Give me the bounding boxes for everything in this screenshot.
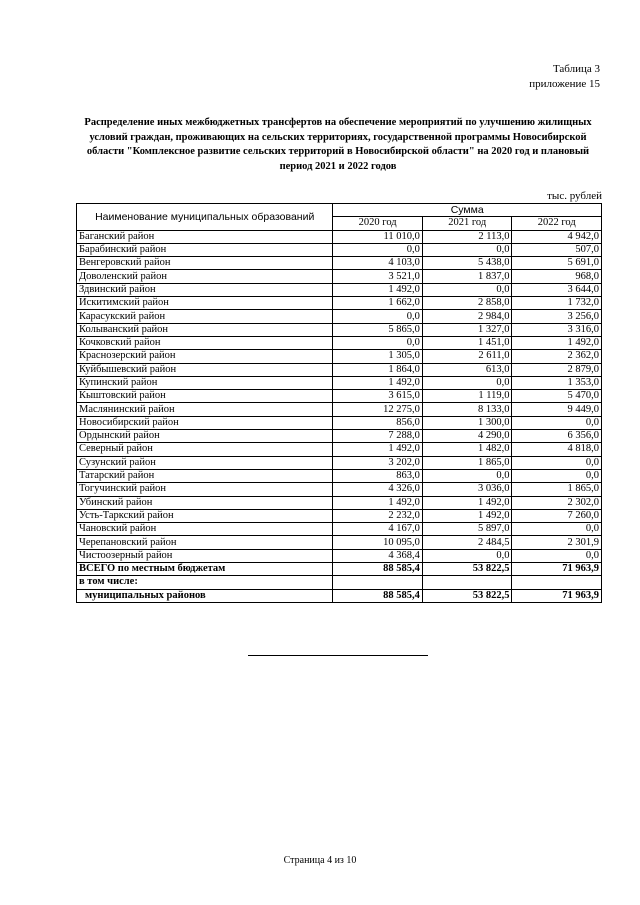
- row-name: Тогучинский район: [77, 483, 333, 496]
- row-value: 5 470,0: [512, 390, 602, 403]
- row-name: Кыштовский район: [77, 390, 333, 403]
- row-value: 1 837,0: [422, 270, 512, 283]
- row-value: 1 732,0: [512, 297, 602, 310]
- row-value: 4 326,0: [333, 483, 423, 496]
- row-value: 88 585,4: [333, 563, 423, 576]
- row-value: 507,0: [512, 243, 602, 256]
- row-value: 4 103,0: [333, 257, 423, 270]
- row-value: 53 822,5: [422, 589, 512, 602]
- row-value: 2 362,0: [512, 350, 602, 363]
- table-row: [77, 243, 602, 256]
- column-header-year: 2022 год: [512, 217, 602, 230]
- row-name: Здвинский район: [77, 283, 333, 296]
- row-name: Венгеровский район: [77, 257, 333, 270]
- row-value: 1 492,0: [422, 509, 512, 522]
- column-header-name: Наименование муниципальных образований: [77, 204, 333, 231]
- row-value: 2 858,0: [422, 297, 512, 310]
- table-row: [77, 549, 602, 562]
- row-value: 0,0: [512, 523, 602, 536]
- row-value: 5 438,0: [422, 257, 512, 270]
- table-row: [77, 270, 602, 283]
- table-row: [77, 283, 602, 296]
- row-value: 53 822,5: [422, 563, 512, 576]
- row-value: 5 865,0: [333, 323, 423, 336]
- row-name: Кочковский район: [77, 336, 333, 349]
- row-value: 1 353,0: [512, 376, 602, 389]
- table-row: [77, 496, 602, 509]
- table-row: [77, 336, 602, 349]
- row-value: 0,0: [422, 469, 512, 482]
- table-row: [77, 563, 602, 576]
- table-row: [77, 230, 602, 243]
- row-value: 2 484,5: [422, 536, 512, 549]
- row-value: 2 301,9: [512, 536, 602, 549]
- table-row: [77, 297, 602, 310]
- row-value: 10 095,0: [333, 536, 423, 549]
- row-value: 4 942,0: [512, 230, 602, 243]
- row-value: 3 521,0: [333, 270, 423, 283]
- row-name: Купинский район: [77, 376, 333, 389]
- row-value: 0,0: [512, 549, 602, 562]
- transfers-table: [76, 203, 602, 603]
- row-value: 6 356,0: [512, 430, 602, 443]
- table-row: [77, 509, 602, 522]
- table-row: [77, 469, 602, 482]
- row-value: 11 010,0: [333, 230, 423, 243]
- row-value: 0,0: [512, 469, 602, 482]
- row-name: Баганский район: [77, 230, 333, 243]
- column-header-sum: Сумма: [333, 204, 602, 217]
- row-value: [512, 576, 602, 589]
- row-value: 1 865,0: [512, 483, 602, 496]
- row-value: 1 482,0: [422, 443, 512, 456]
- table-row: [77, 523, 602, 536]
- row-name: Сузунский район: [77, 456, 333, 469]
- row-name: в том числе:: [77, 576, 333, 589]
- row-name: Искитимский район: [77, 297, 333, 310]
- row-name: Маслянинский район: [77, 403, 333, 416]
- row-value: 71 963,9: [512, 563, 602, 576]
- row-value: 71 963,9: [512, 589, 602, 602]
- row-value: 1 327,0: [422, 323, 512, 336]
- table-row: [77, 483, 602, 496]
- document-title: Распределение иных межбюджетных трансфертов на обеспечение мероприятий по улучшению жилищных условий граждан, проживающих на сельских территориях, государственной программы Новосибирской области "Комплексное развитие сельских территорий в Новосибирской области" на 2020 год и плановый период 2021 и 2022 годов: [84, 117, 592, 172]
- row-value: 1 492,0: [333, 443, 423, 456]
- row-value: 1 492,0: [333, 376, 423, 389]
- row-value: 0,0: [333, 243, 423, 256]
- row-value: 8 133,0: [422, 403, 512, 416]
- row-value: 9 449,0: [512, 403, 602, 416]
- row-name: Барабинский район: [77, 243, 333, 256]
- row-name: ВСЕГО по местным бюджетам: [77, 563, 333, 576]
- row-value: 12 275,0: [333, 403, 423, 416]
- row-value: 2 879,0: [512, 363, 602, 376]
- row-name: Чистоозерный район: [77, 549, 333, 562]
- row-value: 5 691,0: [512, 257, 602, 270]
- table-number: Таблица 3: [552, 63, 600, 75]
- table-row: [77, 257, 602, 270]
- unit-label: тыс. рублей: [547, 190, 602, 202]
- table-row: [77, 350, 602, 363]
- row-value: 3 615,0: [333, 390, 423, 403]
- row-name: Черепановский район: [77, 536, 333, 549]
- row-name: Ордынский район: [77, 430, 333, 443]
- row-value: 0,0: [422, 283, 512, 296]
- row-name: Новосибирский район: [77, 416, 333, 429]
- row-value: 1 492,0: [512, 336, 602, 349]
- row-value: 968,0: [512, 270, 602, 283]
- row-name: Куйбышевский район: [77, 363, 333, 376]
- page-number: Страница 4 из 10: [283, 855, 357, 866]
- row-value: 4 368,4: [333, 549, 423, 562]
- row-value: 0,0: [333, 336, 423, 349]
- row-value: 0,0: [333, 310, 423, 323]
- row-value: 3 036,0: [422, 483, 512, 496]
- row-value: 856,0: [333, 416, 423, 429]
- row-value: 1 865,0: [422, 456, 512, 469]
- table-row: [77, 390, 602, 403]
- row-value: 1 492,0: [333, 283, 423, 296]
- table-row: [77, 456, 602, 469]
- row-value: 1 492,0: [422, 496, 512, 509]
- row-value: 0,0: [512, 416, 602, 429]
- row-name: Карасукский район: [77, 310, 333, 323]
- row-name: Краснозерский район: [77, 350, 333, 363]
- row-name: Усть-Таркский район: [77, 509, 333, 522]
- row-value: 1 662,0: [333, 297, 423, 310]
- row-value: 0,0: [422, 549, 512, 562]
- row-value: 3 644,0: [512, 283, 602, 296]
- row-name: Доволенский район: [77, 270, 333, 283]
- row-value: [333, 576, 423, 589]
- table-row: [77, 536, 602, 549]
- table-row: [77, 376, 602, 389]
- column-header-year: 2021 год: [422, 217, 512, 230]
- row-value: 4 290,0: [422, 430, 512, 443]
- row-value: 1 119,0: [422, 390, 512, 403]
- row-value: 1 300,0: [422, 416, 512, 429]
- row-name: муниципальных районов: [77, 589, 333, 602]
- row-value: 2 113,0: [422, 230, 512, 243]
- row-value: 3 316,0: [512, 323, 602, 336]
- row-value: [422, 576, 512, 589]
- row-value: 1 305,0: [333, 350, 423, 363]
- table-row: [77, 443, 602, 456]
- row-value: 4 818,0: [512, 443, 602, 456]
- row-value: 2 302,0: [512, 496, 602, 509]
- table-row: [77, 576, 602, 589]
- row-name: Чановский район: [77, 523, 333, 536]
- row-value: 3 256,0: [512, 310, 602, 323]
- row-value: 1 451,0: [422, 336, 512, 349]
- appendix-number: приложение 15: [529, 78, 600, 90]
- separator-line: [248, 655, 428, 656]
- table-row: [77, 323, 602, 336]
- row-value: 863,0: [333, 469, 423, 482]
- row-value: 2 984,0: [422, 310, 512, 323]
- table-body: [77, 230, 602, 602]
- row-name: Северный район: [77, 443, 333, 456]
- row-value: 0,0: [512, 456, 602, 469]
- row-name: Татарский район: [77, 469, 333, 482]
- table-row: [77, 403, 602, 416]
- table-row: [77, 430, 602, 443]
- row-value: 4 167,0: [333, 523, 423, 536]
- row-value: 613,0: [422, 363, 512, 376]
- row-name: Убинский район: [77, 496, 333, 509]
- row-value: 1 492,0: [333, 496, 423, 509]
- row-value: 0,0: [422, 376, 512, 389]
- table-row: [77, 310, 602, 323]
- row-value: 3 202,0: [333, 456, 423, 469]
- row-value: 1 864,0: [333, 363, 423, 376]
- row-value: 5 897,0: [422, 523, 512, 536]
- table-row: [77, 363, 602, 376]
- row-value: 2 232,0: [333, 509, 423, 522]
- row-value: 88 585,4: [333, 589, 423, 602]
- table-row: [77, 589, 602, 602]
- row-value: 2 611,0: [422, 350, 512, 363]
- row-name: Колыванский район: [77, 323, 333, 336]
- column-header-year: 2020 год: [333, 217, 423, 230]
- table-row: [77, 416, 602, 429]
- row-value: 0,0: [422, 243, 512, 256]
- row-value: 7 260,0: [512, 509, 602, 522]
- row-value: 7 288,0: [333, 430, 423, 443]
